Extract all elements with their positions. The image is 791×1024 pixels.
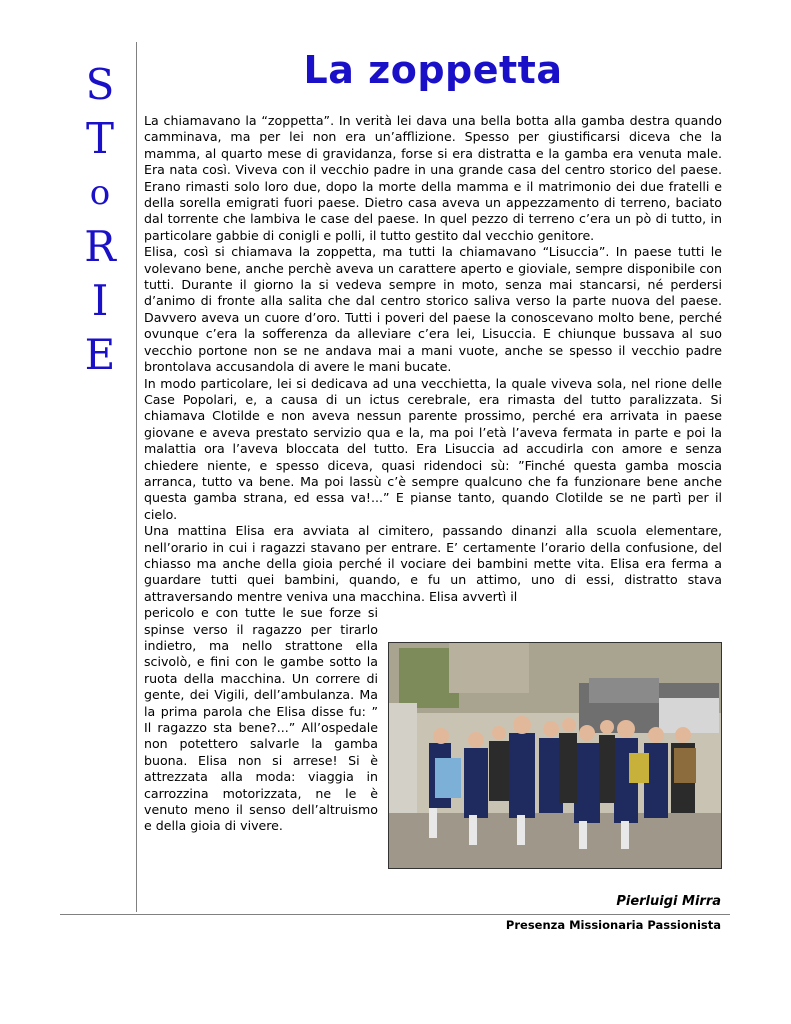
paragraph-wrapped: pericolo e con tutte le sue forze si spinse verso il ragazzo per tirarlo indietro, ma nello strattone ella scivolò, e fini con le gambe sotto la ruota della macchina. Un correre di gente, dei Vigili, dell’ambulanza. Ma la prima parola che Elisa disse fu: ” Il ragazzo sta bene?...” All’ospedale non potettero salvarle la gamba buona. Elisa non si arrese! Si è attrezzata alla moda: viaggia in carrozzina motorizzata, ne le è venuto meno il senso dell’altruismo e della gioia di vivere. bbox=[144, 605, 378, 834]
sidebar-letter: o bbox=[89, 173, 111, 213]
sidebar-letter: S bbox=[85, 60, 115, 109]
sidebar-letter: T bbox=[85, 114, 114, 163]
sidebar-letter: E bbox=[84, 330, 116, 379]
paragraph: Una mattina Elisa era avviata al cimitero, passando dinanzi alla scuola elementare, nell’orario in cui i ragazzi stavano per entrare. E’ certamente l’orario della confusione, del chiasso ma anche della gioia perché il vociare dei bambini mette vita. Elisa era ferma a guardare tutti quei bambini, quando, e fu un attimo, uno di essi, distratto stava attraversando mentre veniva una macchina. Elisa avvertì il bbox=[144, 523, 722, 604]
article-title: La zoppetta bbox=[303, 48, 563, 92]
sidebar-storie bbox=[70, 58, 130, 382]
author-name: Pierluigi Mirra bbox=[616, 894, 721, 909]
paragraph: La chiamavano la “zoppetta”. In verità lei dava una bella botta alla gamba destra quando camminava, ma per lei non era un’afflizione. Spesso per giustificarsi diceva che la mamma, al quarto mese di gravidanza, forse si era distratta e la gamba era venuta male. Era nata così. Viveva con il vecchio padre in una grande casa del centro storico del paese. Erano rimasti solo loro due, dopo la morte della mamma e il matrimonio dei due fratelli e della sorella emigrati fuori paese. Dietro casa aveva un appezzamento di terreno, baciato dal torrente che lambiva le case del paese. In quel pezzo di terreno c’era un pò di tutto, in particolare gabbie di conigli e polli, il tutto gestito dal vecchio genitore. bbox=[144, 113, 722, 243]
paragraph: In modo particolare, lei si dedicava ad una vecchietta, la quale viveva sola, nel rione delle Case Popolari, e, a causa di un ictus cerebrale, era rimasta del tutto paralizzata. Si chiamava Clotilde e non aveva nessun parente prossimo, perché era arrivata in paese giovane e aveva prestato servizio qua e la, ma poi l’età l’aveva fermata in parte e poi la malattia ora l’aveva bloccata del tutto. Era Lisuccia ad accudirla con amore e senza chiedere niente, e spesso diceva, quasi ridendoci sù: ”Finché questa gamba moscia arranca, tutto va bene. Ma poi lassù c’è sempre qualcuno che fa funzionare bene anche questa gamba strana, ed essa va!...” E pianse tanto, quando Clotilde se ne partì per il cielo. bbox=[144, 375, 722, 522]
sidebar-letter: I bbox=[91, 276, 109, 325]
schoolchildren-photo bbox=[388, 642, 722, 869]
publication-name: Presenza Missionaria Passionista bbox=[505, 918, 721, 932]
vertical-rule bbox=[136, 42, 137, 912]
footer-rule bbox=[60, 914, 730, 915]
paragraph: Elisa, così si chiamava la zoppetta, ma tutti la chiamavano “Lisuccia”. In paese tutti le volevano bene, anche perchè aveva un carattere aperto e gioviale, sempre disponibile con tutti. Durante il giorno la si vedeva sempre in moto, senza mai stancarsi, né perdersi d’animo di fronte alla salita che dal centro storico saliva verso la parte nuova del paese. Davvero aveva un cuore d’oro. Tutti i poveri del paese la conoscevano molto bene, perché ovunque c’era la sofferenza da alleviare c’era lei, Lisuccia. E chiunque bussava al suo vecchio portone non se ne andava mai a mani vuote, anche se spesso il vecchio padre brontolava accusandola di avere le mani bucate. bbox=[144, 244, 722, 375]
sidebar-letter: R bbox=[84, 222, 116, 271]
